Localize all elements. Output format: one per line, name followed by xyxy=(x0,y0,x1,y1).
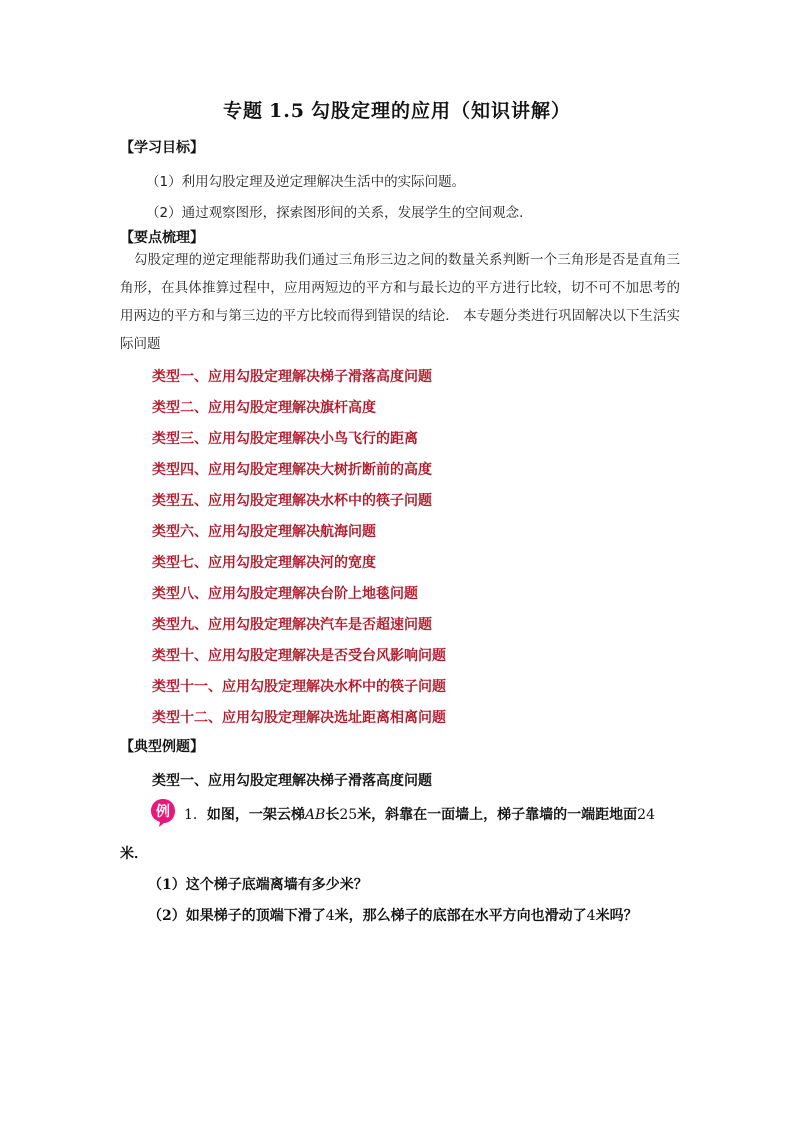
question-2-c: 米吗？ xyxy=(595,908,638,924)
question-2-a: （2）如果梯子的顶端下滑了 xyxy=(148,908,326,924)
type-item: 类型六、应用勾股定理解决航海问题 xyxy=(152,524,376,540)
type-item: 类型七、应用勾股定理解决河的宽度 xyxy=(152,555,376,571)
example-text-b: 长 xyxy=(325,807,340,823)
question-2 xyxy=(148,905,638,925)
objective-2: （2）通过观察图形，探索图形间的关系，发展学生的空间观念． xyxy=(146,205,533,221)
title-number: 1.5 xyxy=(268,100,306,122)
question-1: （1）这个梯子底端离墙有多少米？ xyxy=(148,877,368,893)
key-points-paragraph: 勾股定理的逆定理能帮助我们通过三角形三边之间的数量关系判断一个三角形是否是直角三角形，在具体推算过程中，应用两短边的平方和与最长边的平方进行比较，切不可不加思考的用两边的平方和与第三边的平方比较而得到错误的结论． 本专题分类进行巩固解决以下生活实际问题 xyxy=(120,252,680,352)
example-height: 24 xyxy=(637,807,655,823)
type-item: 类型十二、应用勾股定理解决选址距离相离问题 xyxy=(152,710,446,726)
question-2-num2: 4 xyxy=(586,908,596,924)
example-badge-icon xyxy=(150,798,176,828)
section-objectives: 【学习目标】 xyxy=(120,140,204,156)
type-item: 类型二、应用勾股定理解决旗杆高度 xyxy=(152,400,376,416)
objective-1: （1）利用勾股定理及逆定理解决生活中的实际问题。 xyxy=(146,174,466,190)
type-item: 类型十一、应用勾股定理解决水杯中的筷子问题 xyxy=(152,679,446,695)
question-2-b: 米，那么梯子的底部在水平方向也滑动了 xyxy=(334,908,587,924)
page-title xyxy=(0,96,794,123)
section-key-points: 【要点梳理】 xyxy=(120,230,204,246)
type-item: 类型四、应用勾股定理解决大树折断前的高度 xyxy=(152,462,432,478)
example-text-c: 米，斜靠在一面墙上，梯子靠墙的一端距地面 xyxy=(357,807,638,823)
type-item: 类型八、应用勾股定理解决台阶上地毯问题 xyxy=(152,586,418,602)
type-list xyxy=(152,366,446,738)
example-type-heading: 类型一、应用勾股定理解决梯子滑落高度问题 xyxy=(152,773,432,789)
example-number: 1． xyxy=(184,807,207,823)
type-item: 类型一、应用勾股定理解决梯子滑落高度问题 xyxy=(152,369,432,385)
type-item: 类型三、应用勾股定理解决小鸟飞行的距离 xyxy=(152,431,418,447)
example-text-end: 米． xyxy=(120,846,148,862)
section-examples: 【典型例题】 xyxy=(120,739,204,755)
type-item: 类型九、应用勾股定理解决汽车是否超速问题 xyxy=(152,617,432,633)
example-problem xyxy=(184,804,655,824)
question-2-num1: 4 xyxy=(325,908,335,924)
title-prefix: 专题 xyxy=(222,100,263,122)
type-item: 类型十、应用勾股定理解决是否受台风影响问题 xyxy=(152,648,446,664)
example-text-a: 如图，一架云梯 xyxy=(206,807,305,823)
example-segment: AB xyxy=(304,807,326,823)
title-text: 勾股定理的应用（知识讲解） xyxy=(311,100,572,122)
example-badge-label: 例 xyxy=(156,804,170,820)
type-item: 类型五、应用勾股定理解决水杯中的筷子问题 xyxy=(152,493,432,509)
example-length: 25 xyxy=(339,807,358,823)
